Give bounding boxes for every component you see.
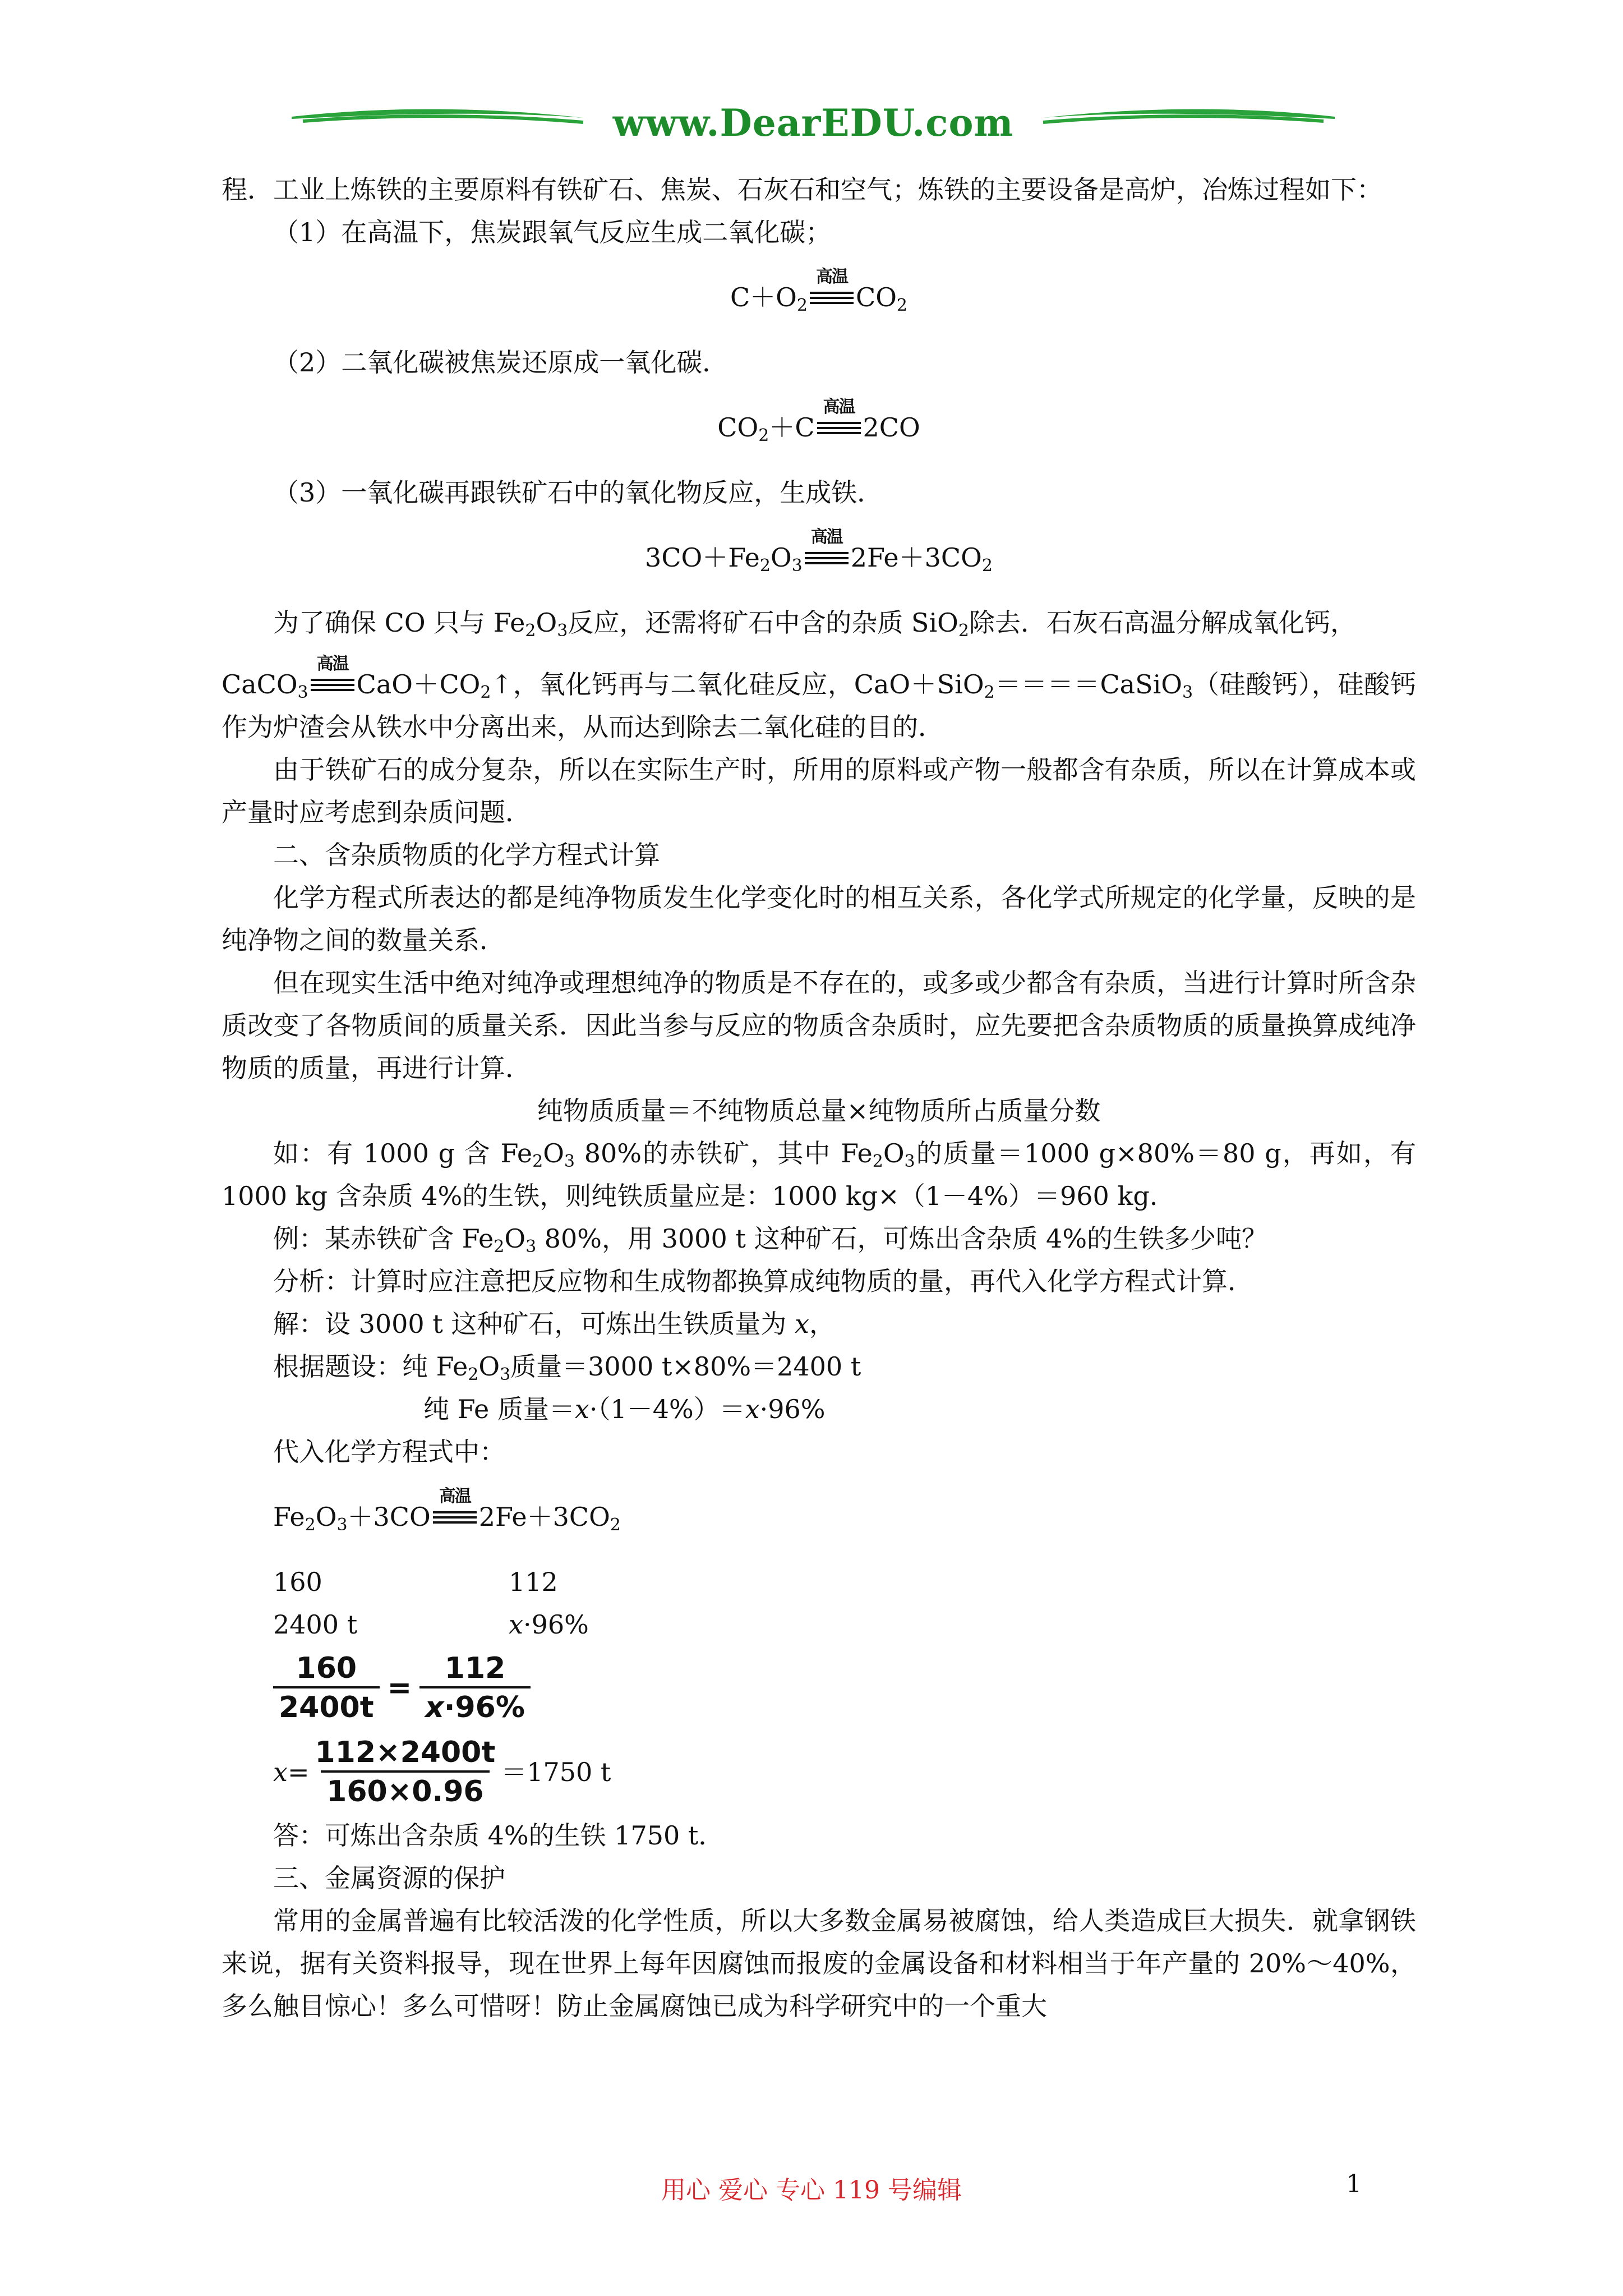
- section-2-heading: 二、含杂质物质的化学方程式计算: [273, 840, 660, 870]
- fraction-right: $\frac{112}{x\cdot 96\%}$: [419, 1650, 531, 1726]
- section-3-heading: 三、金属资源的保护: [273, 1863, 505, 1893]
- condition-mark: 高温: [809, 278, 855, 310]
- proportion-equation: $\frac{160}{2400t}$ = $\frac{112}{x\cdot 96\%}$: [273, 1646, 1416, 1730]
- paragraph-corrosion: 常用的金属普遍有比较活泼的化学性质，所以大多数金属易被腐蚀，给人类造成巨大损失．就拿钢铁来说，据有关资料报导，现在世界上每年因腐蚀而报废的金属设备和材料相当于年产量的 20%～40%，多么触目惊心！多么可惜呀！防止金属腐蚀已成为科学研究中的一个重大: [222, 1906, 1416, 2021]
- step-3: （3）一氧化碳再跟铁矿石中的氧化物反应，生成铁．: [273, 477, 883, 508]
- footer-editor-line: 用心 爱心 专心 119 号编辑: [661, 2176, 962, 2205]
- step-1: （1）在高温下，焦炭跟氧气反应生成二氧化碳；: [273, 217, 832, 247]
- calc-equation: $Fe_2O_3+3CO$ 高温 $2Fe+3CO_2$: [273, 1487, 621, 1535]
- step-2: （2）二氧化碳被焦炭还原成一氧化碳．: [273, 347, 728, 378]
- given-pure-fe: 纯 Fe 质量＝x·（1－4%）＝x·96%: [423, 1394, 826, 1424]
- substitute-label: 代入化学方程式中：: [273, 1437, 505, 1467]
- condition-mark: 高温: [804, 539, 850, 570]
- given-mass-row: 2400 t x·96%: [273, 1609, 589, 1640]
- answer: 答：可炼出含杂质 4%的生铁 1750 t．: [273, 1820, 725, 1851]
- header-banner: [292, 95, 1335, 151]
- solve-x: x = $\frac{112\times 2400t}{160\times 0.96}$ ＝1750 t: [273, 1736, 611, 1809]
- condition-mark: 高温: [310, 665, 356, 697]
- given-pure-fe2o3: 根据题设：纯 $Fe_2O_3$质量＝3000 t×80%＝2400 t: [273, 1351, 861, 1384]
- equation-3: $3CO+Fe_2O_3$ 高温 $2Fe+3CO_2$: [645, 527, 993, 576]
- fraction-solve: $\frac{112\times 2400t}{160\times 0.96}$: [315, 1736, 496, 1809]
- paragraph-caco3: CaCO$_3$ 高温 $CaO+CO_2↑$，氧化钙再与二氧化硅反应，CaO＋SiO$_2$＝＝＝＝CaSiO$_3$（硅酸钙），硅酸钙作为炉渣会从铁水中分离出来，从而达到除去二氧化硅的目的．: [222, 654, 1417, 742]
- site-brand[interactable]: www.DearEDU.com: [612, 101, 1014, 145]
- document-body: [222, 168, 1416, 2027]
- fraction-left: $\frac{160}{2400t}$: [273, 1650, 380, 1726]
- page-number: 1: [1346, 2170, 1362, 2198]
- paragraph-ensure: 为了确保 CO 只与 $Fe_2O_3$反应，还需将矿石中含的杂质 SiO$_2$除去．石灰石高温分解成氧化钙，: [273, 608, 1356, 641]
- purity-formula: 纯物质质量＝不纯物质总量×纯物质所占质量分数: [537, 1096, 1101, 1126]
- paragraph-intro: 程．工业上炼铁的主要原料有铁矿石、焦炭、石灰石和空气；炼铁的主要设备是高炉，冶炼过程如下：: [222, 174, 1382, 205]
- equation-1: $C+O_2$ 高温 $CO_2$: [730, 267, 908, 315]
- condition-mark: 高温: [816, 408, 862, 440]
- paragraph-impurity: 由于铁矿石的成分复杂，所以在实际生产时，所用的原料或产物一般都含有杂质，所以在计算成本或产量时应考虑到杂质问题．: [222, 754, 1416, 827]
- equation-2: $CO_2+C$ 高温 2CO: [717, 397, 920, 445]
- example-question: 例：某赤铁矿含 $Fe_2O_3$ 80%，用 3000 t 这种矿石，可炼出含杂质 4%的生铁多少吨？: [273, 1223, 1268, 1257]
- analysis: 分析：计算时应注意把反应物和生成物都换算成纯物质的量，再代入化学方程式计算．: [273, 1266, 1253, 1296]
- condition-mark: 高温: [432, 1498, 478, 1529]
- paragraph-reality: 但在现实生活中绝对纯净或理想纯净的物质是不存在的，或多或少都含有杂质，当进行计算时所含杂质改变了各物质间的质量关系．因此当参与反应的物质含杂质时，应先要把含杂质物质的质量换算成纯净物质的质量，再进行计算．: [222, 968, 1416, 1083]
- example-1: 如：有 1000 g 含 $Fe_2O_3$ 80%的赤铁矿，其中 $Fe_2O_3$的质量＝1000 g×80%＝80 g，再如，有 1000 kg 含杂质 4%的生铁，则纯铁质量应是：1000 kg×（1－4%）＝960 kg.: [222, 1138, 1416, 1211]
- molar-mass-row: 160 112: [273, 1567, 558, 1597]
- paragraph-equation: 化学方程式所表达的都是纯净物质发生化学变化时的相互关系，各化学式所规定的化学量，反映的是纯净物之间的数量关系．: [222, 882, 1416, 955]
- solution-setup: 解：设 3000 t 这种矿石，可炼出生铁质量为 x，: [273, 1309, 835, 1339]
